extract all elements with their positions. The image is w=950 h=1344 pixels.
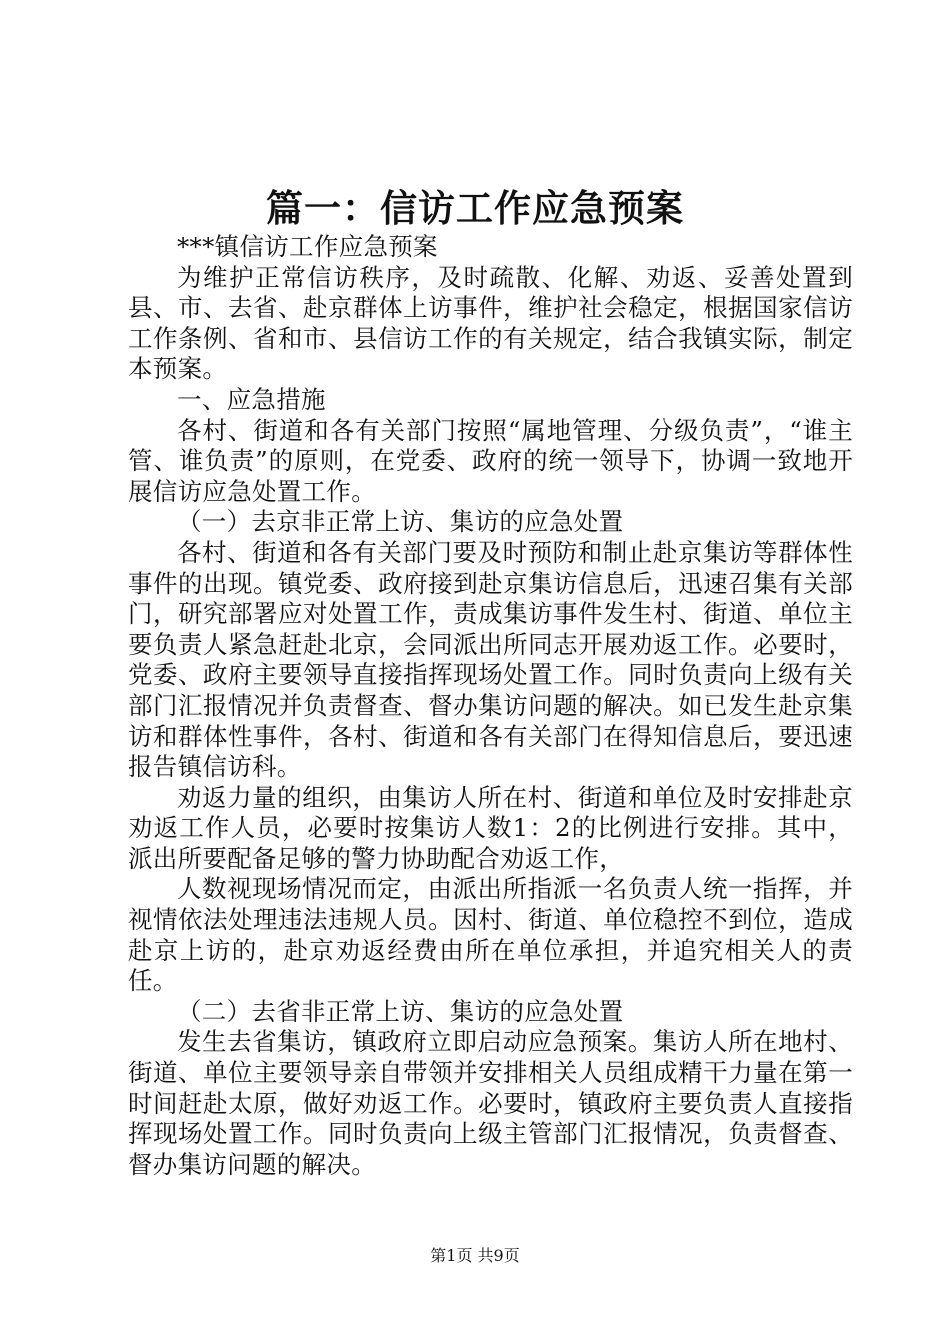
page-footer: 第1页 共9页 (430, 1246, 520, 1265)
paragraph-beijing-handling: 各村、街道和各有关部门要及时预防和制止赴京集访等群体性事件的出现。镇党委、政府接到赴京集访信息后，迅速召集有关部门，研究部署应对处置工作，责成集访事件发生村、街道、单位主要负责人紧急赶赴北京，会同派出所同志开展劝返工作。必要时，党委、政府主要领导直接指挥现场处置工作。同时负责向上级有关部门汇报情况并负责督查、督办集访问题的解决。如已发生赴京集访和群体性事件，各村、街道和各有关部门在得知信息后，要迅速报告镇信访科。 (128, 537, 853, 782)
paragraph-province-handling: 发生去省集访，镇政府立即启动应急预案。集访人所在地村、街道、单位主要领导亲自带领并安排相关人员组成精干力量在第一时间赶赴太原，做好劝返工作。必要时，镇政府主要负责人直接指挥现场处置工作。同时负责向上级主管部门汇报情况，负责督查、督办集访问题的解决。 (128, 1027, 853, 1179)
paragraph-persuasion-force: 劝返力量的组织，由集访人所在村、街道和单位及时安排赴京劝返工作人员，必要时按集访人数1：2的比例进行安排。其中，派出所要配备足够的警力协助配合劝返工作， (128, 782, 853, 873)
subsection-heading-province: （二）去省非正常上访、集访的应急处置 (177, 996, 624, 1026)
paragraph-subtitle: ***镇信访工作应急预案 (177, 232, 438, 261)
document-title: 篇一：信访工作应急预案 (266, 186, 684, 230)
subsection-heading-beijing: （一）去京非正常上访、集访的应急处置 (177, 507, 624, 537)
paragraph-intro: 为维护正常信访秩序，及时疏散、化解、劝返、妥善处置到县、市、去省、赴京群体上访事件，维护社会稳定，根据国家信访工作条例、省和市、县信访工作的有关规定，结合我镇实际，制定本预案。 (128, 262, 853, 384)
section-heading-emergency-measures: 一、应急措施 (177, 384, 326, 414)
document-body (128, 232, 853, 1180)
paragraph-personnel: 人数视现场情况而定，由派出所指派一名负责人统一指挥，并视情依法处理违法违规人员。因村、街道、单位稳控不到位，造成赴京上访的，赴京劝返经费由所在单位承担，并追究相关人的责任。 (128, 874, 853, 996)
paragraph-principles: 各村、街道和各有关部门按照“属地管理、分级负责”，“谁主管、谁负责”的原则，在党委、政府的统一领导下，协调一致地开展信访应急处置工作。 (128, 415, 853, 506)
